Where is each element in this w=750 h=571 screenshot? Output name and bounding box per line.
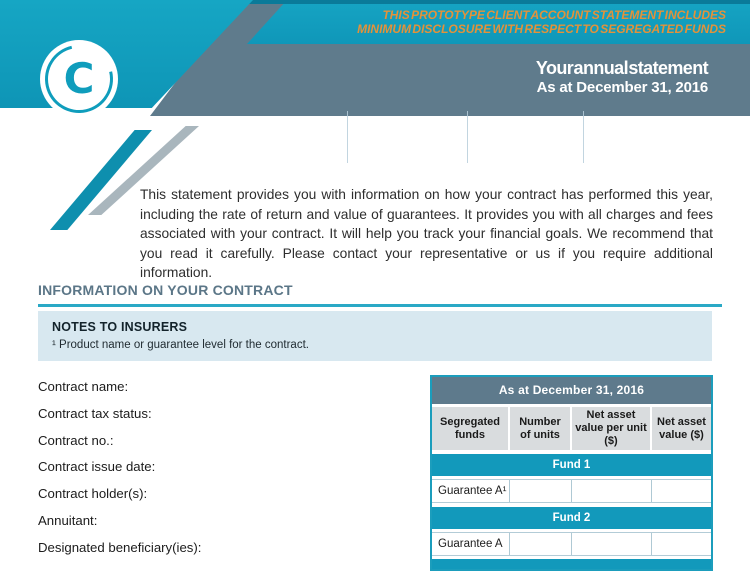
funds-table bbox=[430, 375, 713, 571]
insurer-website: Insurer’s website bbox=[617, 130, 717, 144]
fund-band: Fund 1 bbox=[432, 454, 711, 476]
col-segregated-funds: Segregated funds bbox=[432, 407, 510, 450]
statement-header bbox=[536, 58, 708, 97]
table-row bbox=[432, 479, 711, 503]
cell-units bbox=[510, 480, 572, 502]
notes-title: NOTES TO INSURERS bbox=[52, 320, 188, 334]
table-row bbox=[432, 532, 711, 556]
nav-divider bbox=[583, 111, 584, 163]
field-designated-beneficiaries: Designated beneficiary(ies): bbox=[38, 539, 202, 555]
notes-to-insurers-box bbox=[38, 311, 712, 361]
field-contract-holders: Contract holder(s): bbox=[38, 486, 148, 502]
fund-band: Fund 2 bbox=[432, 507, 711, 529]
table-header-row bbox=[432, 407, 711, 450]
field-contract-name: Contract name: bbox=[38, 379, 129, 394]
notes-footnote: ¹ Product name or guarantee level for the contract. bbox=[52, 339, 309, 351]
guarantee-label: Guarantee A bbox=[432, 533, 510, 555]
col-net-asset-value-per-unit: Net asset value per unit ($) bbox=[572, 407, 652, 450]
insurer-info-bar bbox=[225, 104, 750, 170]
section-title: INFORMATION ON YOUR CONTRACT bbox=[38, 282, 722, 307]
disclaimer-line-2: MINIMUM DISCLOSURE WITH RESPECT TO SEGREGATED FUNDS bbox=[357, 21, 726, 36]
logo-c-icon: C bbox=[63, 54, 95, 103]
company-logo bbox=[40, 40, 118, 118]
cell-units bbox=[510, 533, 572, 555]
statement-date: As at December 31, 2016 bbox=[536, 79, 708, 96]
insurer-contact-info: Insurer’s contact information bbox=[359, 123, 456, 151]
table-caption: As at December 31, 2016 bbox=[432, 377, 711, 404]
nav-divider bbox=[347, 111, 348, 163]
prototype-disclaimer bbox=[357, 9, 726, 36]
field-contract-tax-status: Contract tax status: bbox=[38, 405, 152, 421]
intro-paragraph: This statement provides you with information on how your contract has performed this year, including the rate of return and value of guarantees. It provides you with all charges and fees associated with your contract. It will help you track your financial goals. We recommend that you read it carefully. Please contact your representative or us if you require additional information. bbox=[140, 187, 713, 281]
col-net-asset-value: Net asset value ($) bbox=[652, 407, 711, 450]
cell-nav bbox=[652, 533, 711, 555]
contract-fields-list bbox=[38, 379, 201, 567]
fund-band-partial bbox=[432, 559, 711, 569]
field-contract-no: Contract no.: bbox=[38, 432, 114, 448]
field-contract-issue-date: Contract issue date: bbox=[38, 459, 156, 475]
cell-nav-per-unit bbox=[572, 533, 652, 555]
field-annuitant: Annuitant: bbox=[38, 512, 98, 528]
disclaimer-line-1: THIS PROTOTYPE CLIENT ACCOUNT STATEMENT INCLUDES bbox=[382, 8, 726, 22]
col-number-of-units: Number of units bbox=[510, 407, 572, 450]
insurer-name: INSURER’S NAME bbox=[249, 122, 323, 152]
guarantee-label: Guarantee A¹ bbox=[432, 480, 510, 502]
cell-nav bbox=[652, 480, 711, 502]
nav-divider bbox=[467, 111, 468, 163]
insurer-telephone: Insurer’s telephone no. bbox=[486, 123, 565, 151]
statement-title: Your annual statement bbox=[535, 58, 708, 78]
cell-nav-per-unit bbox=[572, 480, 652, 502]
